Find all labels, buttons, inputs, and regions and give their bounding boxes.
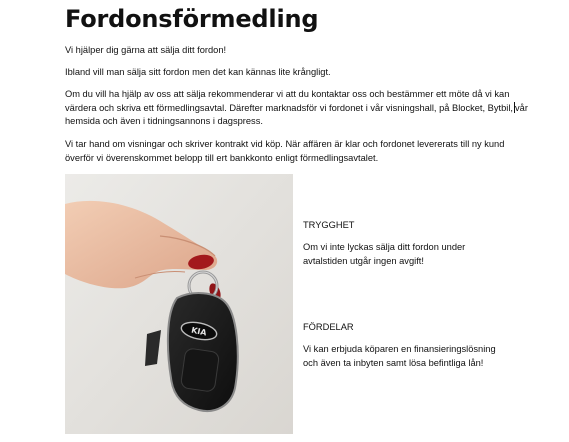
paragraph-3-text-end: vår hemsida och även i tidningsannons i dagspress. <box>65 102 528 126</box>
section-heading-trygghet: TRYGGHET <box>303 220 355 230</box>
paragraph-3-text-start: Om du vill ha hjälp av oss att sälja rekommenderar vi att du kontaktar oss och bestämmer ett möte då vi kan värdera och skriva ett förmedlingsavtal. Därefter marknadsför vi fordonet i vår visningshall, på Blocket, Bytbil, <box>65 89 513 113</box>
section-text-trygghet: Om vi inte lyckas sälja ditt fordon under avtalstiden utgår ingen avgift! <box>303 242 466 266</box>
paragraph-4: Vi tar hand om visningar och skriver kontrakt vid köp. När affären är klar och fordonet levererats till ny kund överför vi överenskommet belopp till ert bankkonto enligt förmedlingsavtalet. <box>65 139 505 163</box>
intro-paragraph: Vi hjälper dig gärna att sälja ditt fordon! <box>65 45 227 55</box>
key-buttons <box>180 348 219 392</box>
paragraph-3 <box>65 88 535 129</box>
paragraph-2: Ibland vill man sälja sitt fordon men det kan kännas lite krångligt. <box>65 67 331 77</box>
key-fob <box>168 293 238 411</box>
key-brand-logo: KIA <box>190 325 208 338</box>
car-key-photo <box>65 174 293 434</box>
section-heading-fordelar: FÖRDELAR <box>303 322 354 332</box>
page-title: Fordonsförmedling <box>65 5 319 33</box>
section-text-fordelar: Vi kan erbjuda köparen en finansieringslösning och även ta inbyten samt lösa befintliga lån! <box>303 344 496 368</box>
